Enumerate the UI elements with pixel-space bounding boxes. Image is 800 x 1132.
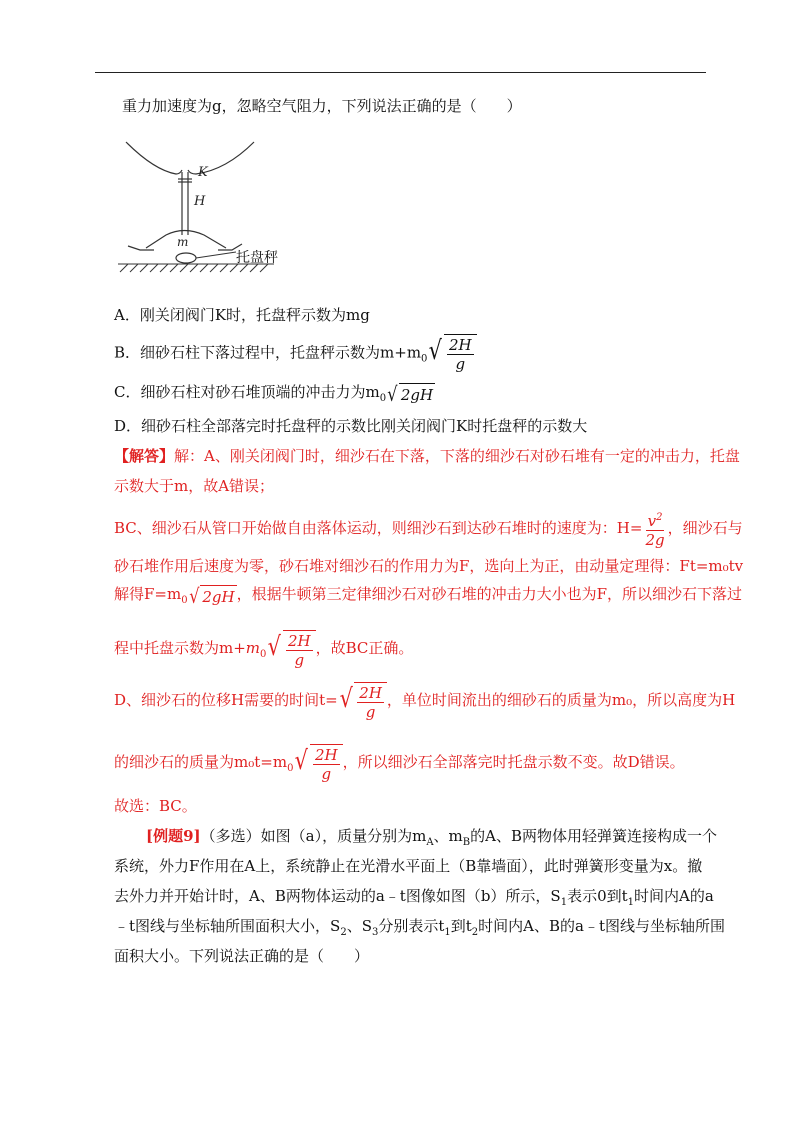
example-tag: [例题9]: [146, 827, 201, 845]
label-m: m: [177, 235, 189, 249]
answer-line-1: 【解答】解：A、刚关闭阀门时，细沙石在下落，下落的细沙石对砂石堆有一定的冲击力，托盘: [114, 447, 740, 465]
label-scale: 托盘秤: [236, 250, 278, 266]
option-b: B．细砂石柱下落过程中，托盘秤示数为$m+m_0$ √ $\frac{2H}{g}$: [114, 334, 477, 378]
answer-line-4: 砂石堆作用后速度为零，砂石堆对细沙石的作用力为F，选向上为正，由动量定理得：Ft=m₀tv: [114, 557, 744, 575]
header-rule: [95, 72, 706, 73]
example-line-3: 去外力并开始计时，A、B两物体运动的a﹣t图像如图（b）所示，$S_1$表示0到$t_1$时间内A的a: [114, 887, 714, 908]
answer-line-6: 程中托盘示数为$m+m_0$ √ $\frac{2H}{g}$ ，故BC正确。: [114, 631, 414, 669]
option-d: D．细砂石柱全部落完时托盘秤的示数比刚关闭阀门K时托盘秤的示数大: [114, 417, 588, 435]
answer-line-8: 的细沙石的质量为$m_0t=m_0$ √ $\frac{2H}{g}$ ，所以细沙石全部落完时托盘示数不变。故D错误。: [114, 745, 685, 783]
scale-leader: [196, 252, 236, 258]
scale-pan: [176, 253, 196, 263]
label-k: K: [198, 165, 208, 180]
example-line-4: ﹣t图线与坐标轴所围面积大小，$S_2$、$S_3$分别表示$t_1$到$t_2$时间内A、B的a﹣t图线与坐标轴所围: [114, 917, 725, 938]
answer-line-7: D、细沙石的位移H需要的时间t= √ $\frac{2H}{g}$ ，单位时间流出的细砂石的质量为m₀，所以高度为H: [114, 683, 736, 721]
funnel: [126, 142, 254, 174]
question-intro: 重力加速度为g，忽略空气阻力，下列说法正确的是（ ）: [122, 97, 522, 115]
example-line-1: [例题9]（多选）如图（a），质量分别为$m_A$、$m_B$的A、B两物体用轻弹簧连接构成一个: [146, 827, 717, 848]
label-h: H: [194, 194, 206, 209]
example-line-2: 系统，外力F作用在A上，系统静止在光滑水平面上（B靠墙面），此时弹簧形变量为x。撤: [114, 857, 703, 875]
sqrt-c: √ 2gH: [387, 382, 434, 406]
answer-tag: 【解答】: [114, 447, 175, 465]
option-c: C．细砂石柱对砂石堆顶端的冲击力为$m_0$ √ 2gH: [114, 382, 434, 406]
answer-line-2: 示数大于m，故A错误；: [114, 477, 275, 495]
example-line-5: 面积大小。下列说法正确的是（ ）: [114, 947, 370, 965]
option-a: A．刚关闭阀门K时，托盘秤示数为mg: [114, 306, 370, 324]
hourglass-scale-figure: [114, 140, 284, 285]
answer-line-5: 解得$F=m_0$ √ 2gH ，根据牛顿第三定律细沙石对砂石堆的冲击力大小也为F，所以细沙石下落过: [114, 584, 742, 608]
sqrt-b: √ $\frac{2H}{g}$: [427, 334, 476, 373]
pipe: [178, 172, 192, 235]
answer-line-9: 故选：BC。: [114, 797, 197, 815]
answer-line-3: BC、细沙石从管口开始做自由落体运动，则细沙石到达砂石堆时的速度为：H= $\frac{v^2}{2g}$ ，细沙石与: [114, 508, 743, 549]
